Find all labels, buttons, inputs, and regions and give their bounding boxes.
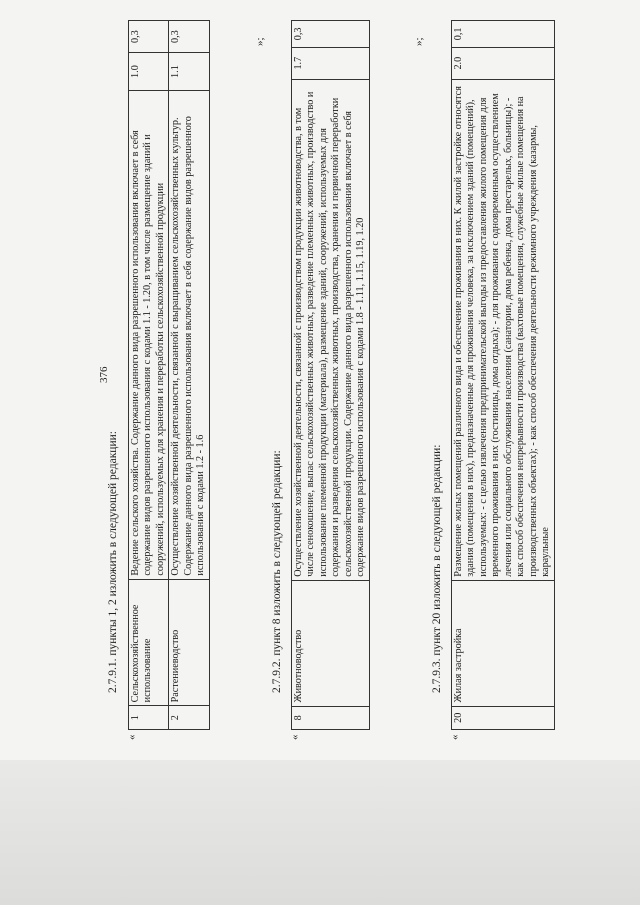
row-description: Размещение жилых помещений различного вида и обеспечение проживания в них. К жилой застройке относятся здания (помещения в них), предназначенные для проживания человека, за исключением зданий (помещений), используемых: - с целью извлечения предпринимательской выгоды из предоставления жилого помещения для временного проживания в них (гостиницы, дома отдыха); - для проживания с одновременным осуществлением лечения или социального обслуживания населения (санатории, дома ребенка, дома престарелых, больницы); - как способ обеспечения непрерывности производства (вахтовые помещения, служебные жилые помещения на производственных объектах); - как способ обеспечения деятельности режимного учреждения (казармы, караульные: [452, 79, 555, 580]
table-section-1: [128, 20, 210, 730]
close-quote-2: »;: [413, 37, 425, 46]
table-row: [292, 21, 370, 730]
row-name: Жилая застройка: [452, 580, 555, 706]
rotated-document-page: [8, 8, 628, 748]
row-description: Ведение сельского хозяйства. Содержание данного вида разрешенного использования включает в себя содержание видов разрешенного использования с кодами 1.1 - 1.20, в том числе размещение зданий и сооружений, используемых для хранения и переработки сельскохозяйственной продукции: [129, 90, 169, 579]
page-number: 376: [98, 366, 110, 383]
row-name: Сельскохозяйственное использование: [129, 579, 169, 706]
row-number: 20: [452, 706, 555, 729]
scan-lower-margin: [0, 760, 640, 905]
row-number: 2: [169, 706, 209, 730]
row-description: Осуществление хозяйственной деятельности, связанной с производством продукции животноводства, в том числе сенокошение, выпас сельскохозяйственных животных, разведение племенных животных, производство и использование племенной продукции (материала), размещение зданий, сооружений, используемых для содержания и разведения сельскохозяйственных животных, производства, хранения и первичной переработки сельскохозяйственной продукции. Содержание данного вида разрешенного использования включает в себя содержание видов разрешенного использования с кодами 1.8 - 1.11, 1.15, 1.19, 1.20: [292, 79, 370, 580]
table-section-2: [291, 20, 370, 730]
row-description: Осуществление хозяйственной деятельности, связанной с выращиванием сельскохозяйственных культур. Содержание данного вида разрешенного использования включает в себя содержание видов разрешенного использования с кодами 1.2 - 1.6: [169, 90, 209, 579]
row-name: Животноводство: [292, 580, 370, 706]
row-number: 8: [292, 706, 370, 729]
open-quote-1: «: [126, 734, 138, 740]
section-heading-2: 2.7.9.2. пункт 8 изложить в следующей редакции:: [271, 450, 283, 693]
table-row: [129, 21, 169, 730]
open-quote-2: «: [289, 734, 301, 740]
row-coefficient: 0,3: [292, 21, 370, 48]
row-coefficient: 0,1: [452, 21, 555, 48]
table-row: [169, 21, 209, 730]
row-code: 1.0: [129, 53, 169, 91]
open-quote-3: «: [449, 734, 461, 740]
row-code: 1.7: [292, 47, 370, 79]
row-number: 1: [129, 706, 169, 730]
table-section-3: [451, 20, 555, 730]
table-row: [452, 21, 555, 730]
row-code: 2.0: [452, 47, 555, 79]
section-heading-1: 2.7.9.1. пункты 1, 2 изложить в следующей редакции:: [107, 431, 119, 693]
row-coefficient: 0,3: [169, 21, 209, 53]
section-heading-3: 2.7.9.3. пункт 20 изложить в следующей редакции:: [431, 444, 443, 693]
row-code: 1.1: [169, 53, 209, 91]
row-name: Растениеводство: [169, 579, 209, 706]
row-coefficient: 0,3: [129, 21, 169, 53]
close-quote-1: »;: [254, 37, 266, 46]
